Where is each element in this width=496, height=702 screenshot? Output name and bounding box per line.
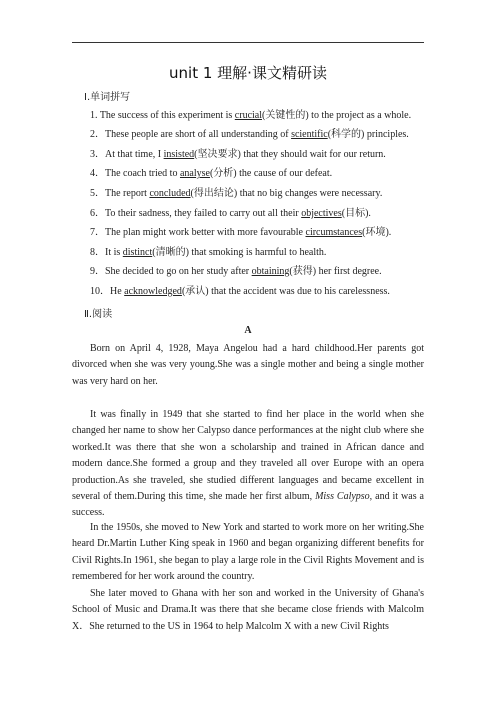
vocab-item: 9．She decided to go on her study after obtaining(获得) her first degree. [90,266,382,277]
vocab-item: 6．To their sadness, they failed to carry out all their objectives(目标). [90,208,371,219]
vocab-item: 3．At that time, I insisted(坚决要求) that they should wait for our return. [90,149,386,160]
passage-label: A [244,325,252,336]
paragraph: She later moved to Ghana with her son and worked in the University of Ghana's School of Music and Drama.It was there that she became close friends with Malcolm X．She returned to the US in 1964 to help Malcolm X with a new Civil Rights [72,588,424,632]
vocab-item: 4．The coach tried to analyse(分析) the cause of our defeat. [90,168,333,179]
paragraph: In the 1950s, she moved to New York and started to work more on her writing.She heard Dr.Martin Luther King speak in 1960 and began organizing different benefits for Civil Rights.In 1961, she began to play a large role in the Civil Rights Movement and is remembered for her work around the country. [72,522,424,583]
paragraph: Born on April 4, 1928, Maya Angelou had a hard childhood.Her parents got divorced when she was very young.She was a single mother and being a single mother was very hard on her. [72,343,424,387]
page-title: unit 1 理解·课文精研读 [169,64,327,82]
album-title: Miss Calypso, [315,491,373,503]
vocab-item: 1. The success of this experiment is crucial(关键性的) to the project as a whole. [90,110,412,121]
vocab-item: 7．The plan might work better with more favourable circumstances(环境). [90,227,392,238]
vocab-item: 2．These people are short of all understanding of scientific(科学的) principles. [90,129,409,140]
paragraph: It was finally in 1949 that she started to find her place in the world when she changed her name to show her Calypso dance performances at the night club where she worked.It was there that she won a scholarship and trained in African dance and modern dance.She formed a group and they traveled all over Europe with an opera production.As she traveled, she studied different languages and became excellent in several of them.During this time, she made her first album, Miss Calypso, and it was a success. [72,409,424,519]
vocab-item: 5．The report concluded(得出结论) that no big changes were necessary. [90,188,383,199]
section-heading-spelling: Ⅰ.单词拼写 [84,92,131,103]
vocab-item: 10．He acknowledged(承认) that the accident was due to his carelessness. [90,286,390,297]
section-heading-reading: Ⅱ.阅读 [84,309,113,320]
vocab-item: 8．It is distinct(清晰的) that smoking is harmful to health. [90,247,327,258]
header-rule [72,42,424,43]
